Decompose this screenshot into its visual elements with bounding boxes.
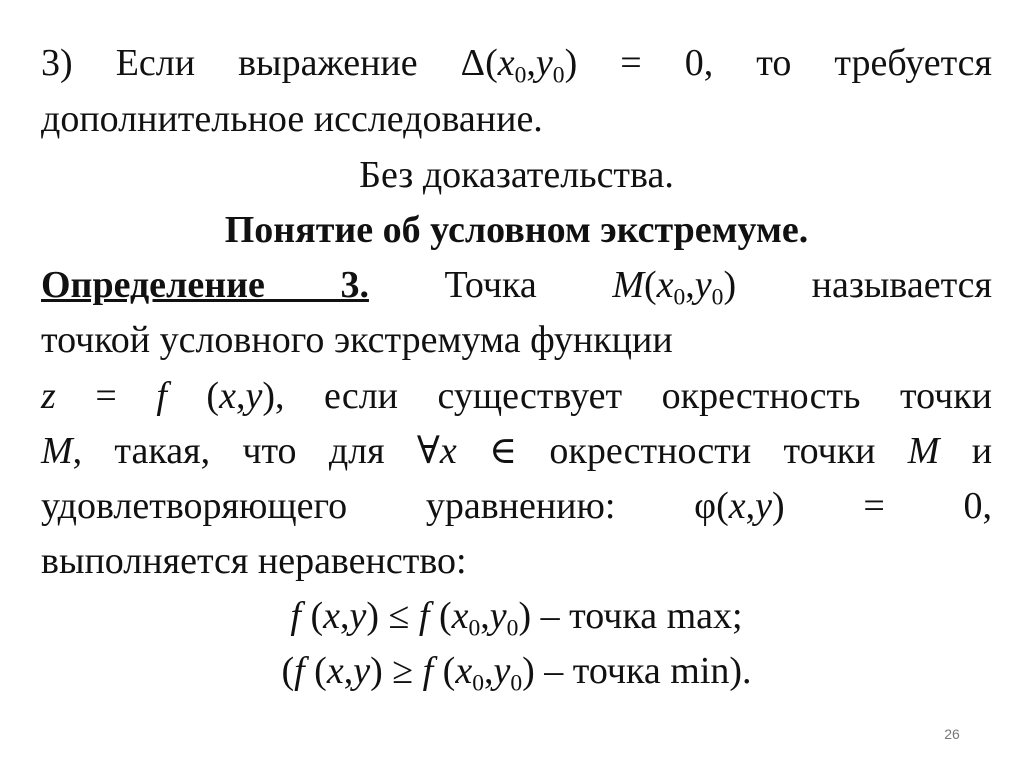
item3-line-2: дополнительное исследование.	[41, 98, 543, 140]
definition-label: Определение 3.	[41, 264, 369, 306]
item3-text-end: = 0, то требуется	[620, 42, 993, 84]
section-heading: Понятие об условном экстремуме.	[224, 209, 809, 251]
definition-line-2: точкой условного экстремума функции	[41, 319, 673, 361]
definition-line-3: z = f (x,y), если существует окрестность точки	[41, 375, 993, 417]
definition-line-5: удовлетворяющего уравнению: φ(x,y) = 0,	[41, 485, 993, 527]
inequality-max: f (x,y) ≤ f $(x_0,y_0)$ – точка max;	[290, 595, 743, 642]
inequality-min: (f (x,y) ≥ f $(x_0,y_0)$ – точка min).	[281, 650, 752, 697]
forall-symbol: ∀	[416, 430, 440, 472]
point-m-expression: $M(x_0,y_0)$	[612, 264, 737, 311]
element-of-symbol: ∈	[488, 430, 518, 472]
definition-line-4: M, такая, что для ∀x ∈ окрестности точки M и	[41, 430, 993, 472]
item3-text: 3) Если выражение	[41, 42, 461, 84]
constraint-expression: φ(x,y)	[694, 485, 785, 527]
item3-line-1	[41, 42, 993, 89]
definition-line-6: выполняется неравенство:	[41, 540, 467, 582]
delta-expression: $\Delta(x_0,y_0)$	[460, 42, 578, 89]
definition-line-1: Определение 3. Точка $M(x_0,y_0)$ называется	[41, 264, 993, 311]
page-number: 26	[944, 726, 960, 742]
no-proof-note: Без доказательства.	[359, 154, 674, 196]
function-expression: z = f (x,y)	[41, 375, 275, 417]
